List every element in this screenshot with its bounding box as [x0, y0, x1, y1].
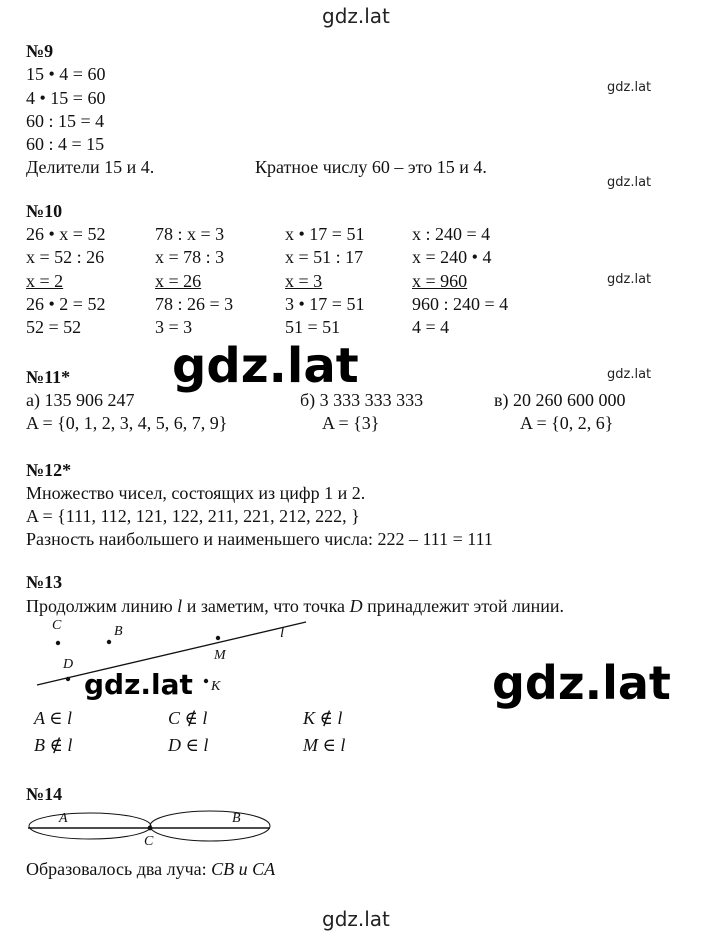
- watermark-side-1: gdz.lat: [607, 80, 652, 95]
- task-12-line: Множество чисел, состоящих из цифр 1 и 2.: [26, 483, 366, 503]
- task-12-title: №12*: [26, 460, 72, 480]
- task-9-line: 4 • 15 = 60: [26, 88, 106, 108]
- relation: M ∈ l: [303, 735, 346, 755]
- task-11-title: №11*: [26, 367, 71, 387]
- task-10-col2-row: x = 78 : 3: [155, 247, 225, 267]
- task-9-line: 60 : 15 = 4: [26, 111, 105, 131]
- watermark-side-2: gdz.lat: [607, 175, 652, 190]
- watermark-side-3: gdz.lat: [607, 272, 652, 287]
- watermark-top: gdz.lat: [322, 4, 390, 28]
- task-11-c-label: в) 20 260 600 000: [494, 390, 626, 410]
- watermark-bottom: gdz.lat: [322, 907, 390, 931]
- task-10-col3-answer: x = 3: [285, 271, 323, 291]
- task-10-col3-row: 51 = 51: [285, 317, 341, 337]
- task-10-col3-row: x • 17 = 51: [285, 224, 365, 244]
- task-14-result: Образовалось два луча: CB и CA: [26, 859, 276, 879]
- watermark-big-2: gdz.lat: [492, 656, 671, 710]
- task-10-col4-row: x : 240 = 4: [412, 224, 491, 244]
- task-10-col3-row: x = 51 : 17: [285, 247, 364, 267]
- watermark-big-3: gdz.lat: [84, 668, 193, 701]
- task-10-col4-answer: x = 960: [412, 271, 468, 291]
- label-c: C: [52, 618, 62, 633]
- watermark-big-1: gdz.lat: [172, 338, 359, 394]
- task-9-title: №9: [26, 41, 54, 61]
- task-10-col4-row: 960 : 240 = 4: [412, 294, 509, 314]
- relation: C ∉ l: [168, 708, 208, 728]
- task-11-b-label: б) 3 333 333 333: [300, 390, 424, 410]
- task-10-col1-row: x = 52 : 26: [26, 247, 105, 267]
- task-10-col4-row: x = 240 • 4: [412, 247, 492, 267]
- task-9-line: 15 • 4 = 60: [26, 64, 106, 84]
- task-13-text: Продолжим линию l и заметим, что точка D принадлежит этой линии.: [26, 596, 565, 616]
- task-11-b-set: A = {3}: [322, 413, 380, 433]
- ray-cb-region: [150, 811, 270, 841]
- label-l: l: [280, 625, 285, 641]
- point-c: [148, 826, 153, 831]
- task-10-col1-answer: x = 2: [26, 271, 64, 291]
- task-11-c-set: A = {0, 2, 6}: [520, 413, 614, 433]
- task-10-col2-row: 3 = 3: [155, 317, 193, 337]
- task-11-a-label: а) 135 906 247: [26, 390, 135, 410]
- relation: A ∈ l: [34, 708, 72, 728]
- relation: D ∈ l: [168, 735, 209, 755]
- task-10-col2-row: 78 : x = 3: [155, 224, 225, 244]
- label-k: K: [211, 679, 221, 694]
- task-9-divisors: Делители 15 и 4.: [26, 157, 155, 177]
- task-10-col2-answer: x = 26: [155, 271, 202, 291]
- task-9-line: 60 : 4 = 15: [26, 134, 105, 154]
- task-11-a-set: A = {0, 1, 2, 3, 4, 5, 6, 7, 9}: [26, 413, 228, 433]
- task-10-col4-row: 4 = 4: [412, 317, 450, 337]
- label-b: B: [232, 811, 241, 826]
- task-10-col1-row: 52 = 52: [26, 317, 82, 337]
- label-d: D: [63, 657, 74, 672]
- task-10-col2-row: 78 : 26 = 3: [155, 294, 234, 314]
- task-9-multiple: Кратное числу 60 – это 15 и 4.: [255, 157, 487, 177]
- task-10-col1-row: 26 • x = 52: [26, 224, 106, 244]
- label-a: A: [59, 811, 68, 826]
- relation: B ∉ l: [34, 735, 73, 755]
- task-10-title: №10: [26, 201, 63, 221]
- task-13-title: №13: [26, 572, 63, 592]
- label-b: B: [114, 624, 123, 639]
- label-m: M: [214, 648, 226, 663]
- task-10-col3-row: 3 • 17 = 51: [285, 294, 365, 314]
- task-10-col1-row: 26 • 2 = 52: [26, 294, 106, 314]
- relation: K ∉ l: [303, 708, 343, 728]
- task-12-difference: Разность наибольшего и наименьшего числа: 222 – 111 = 111: [26, 529, 493, 549]
- task-12-set: A = {111, 112, 121, 122, 211, 221, 212, 222, }: [26, 506, 360, 526]
- ray-ca-region: [29, 813, 151, 839]
- label-c: C: [144, 834, 154, 849]
- watermark-side-4: gdz.lat: [607, 367, 652, 382]
- task-14-title: №14: [26, 784, 63, 804]
